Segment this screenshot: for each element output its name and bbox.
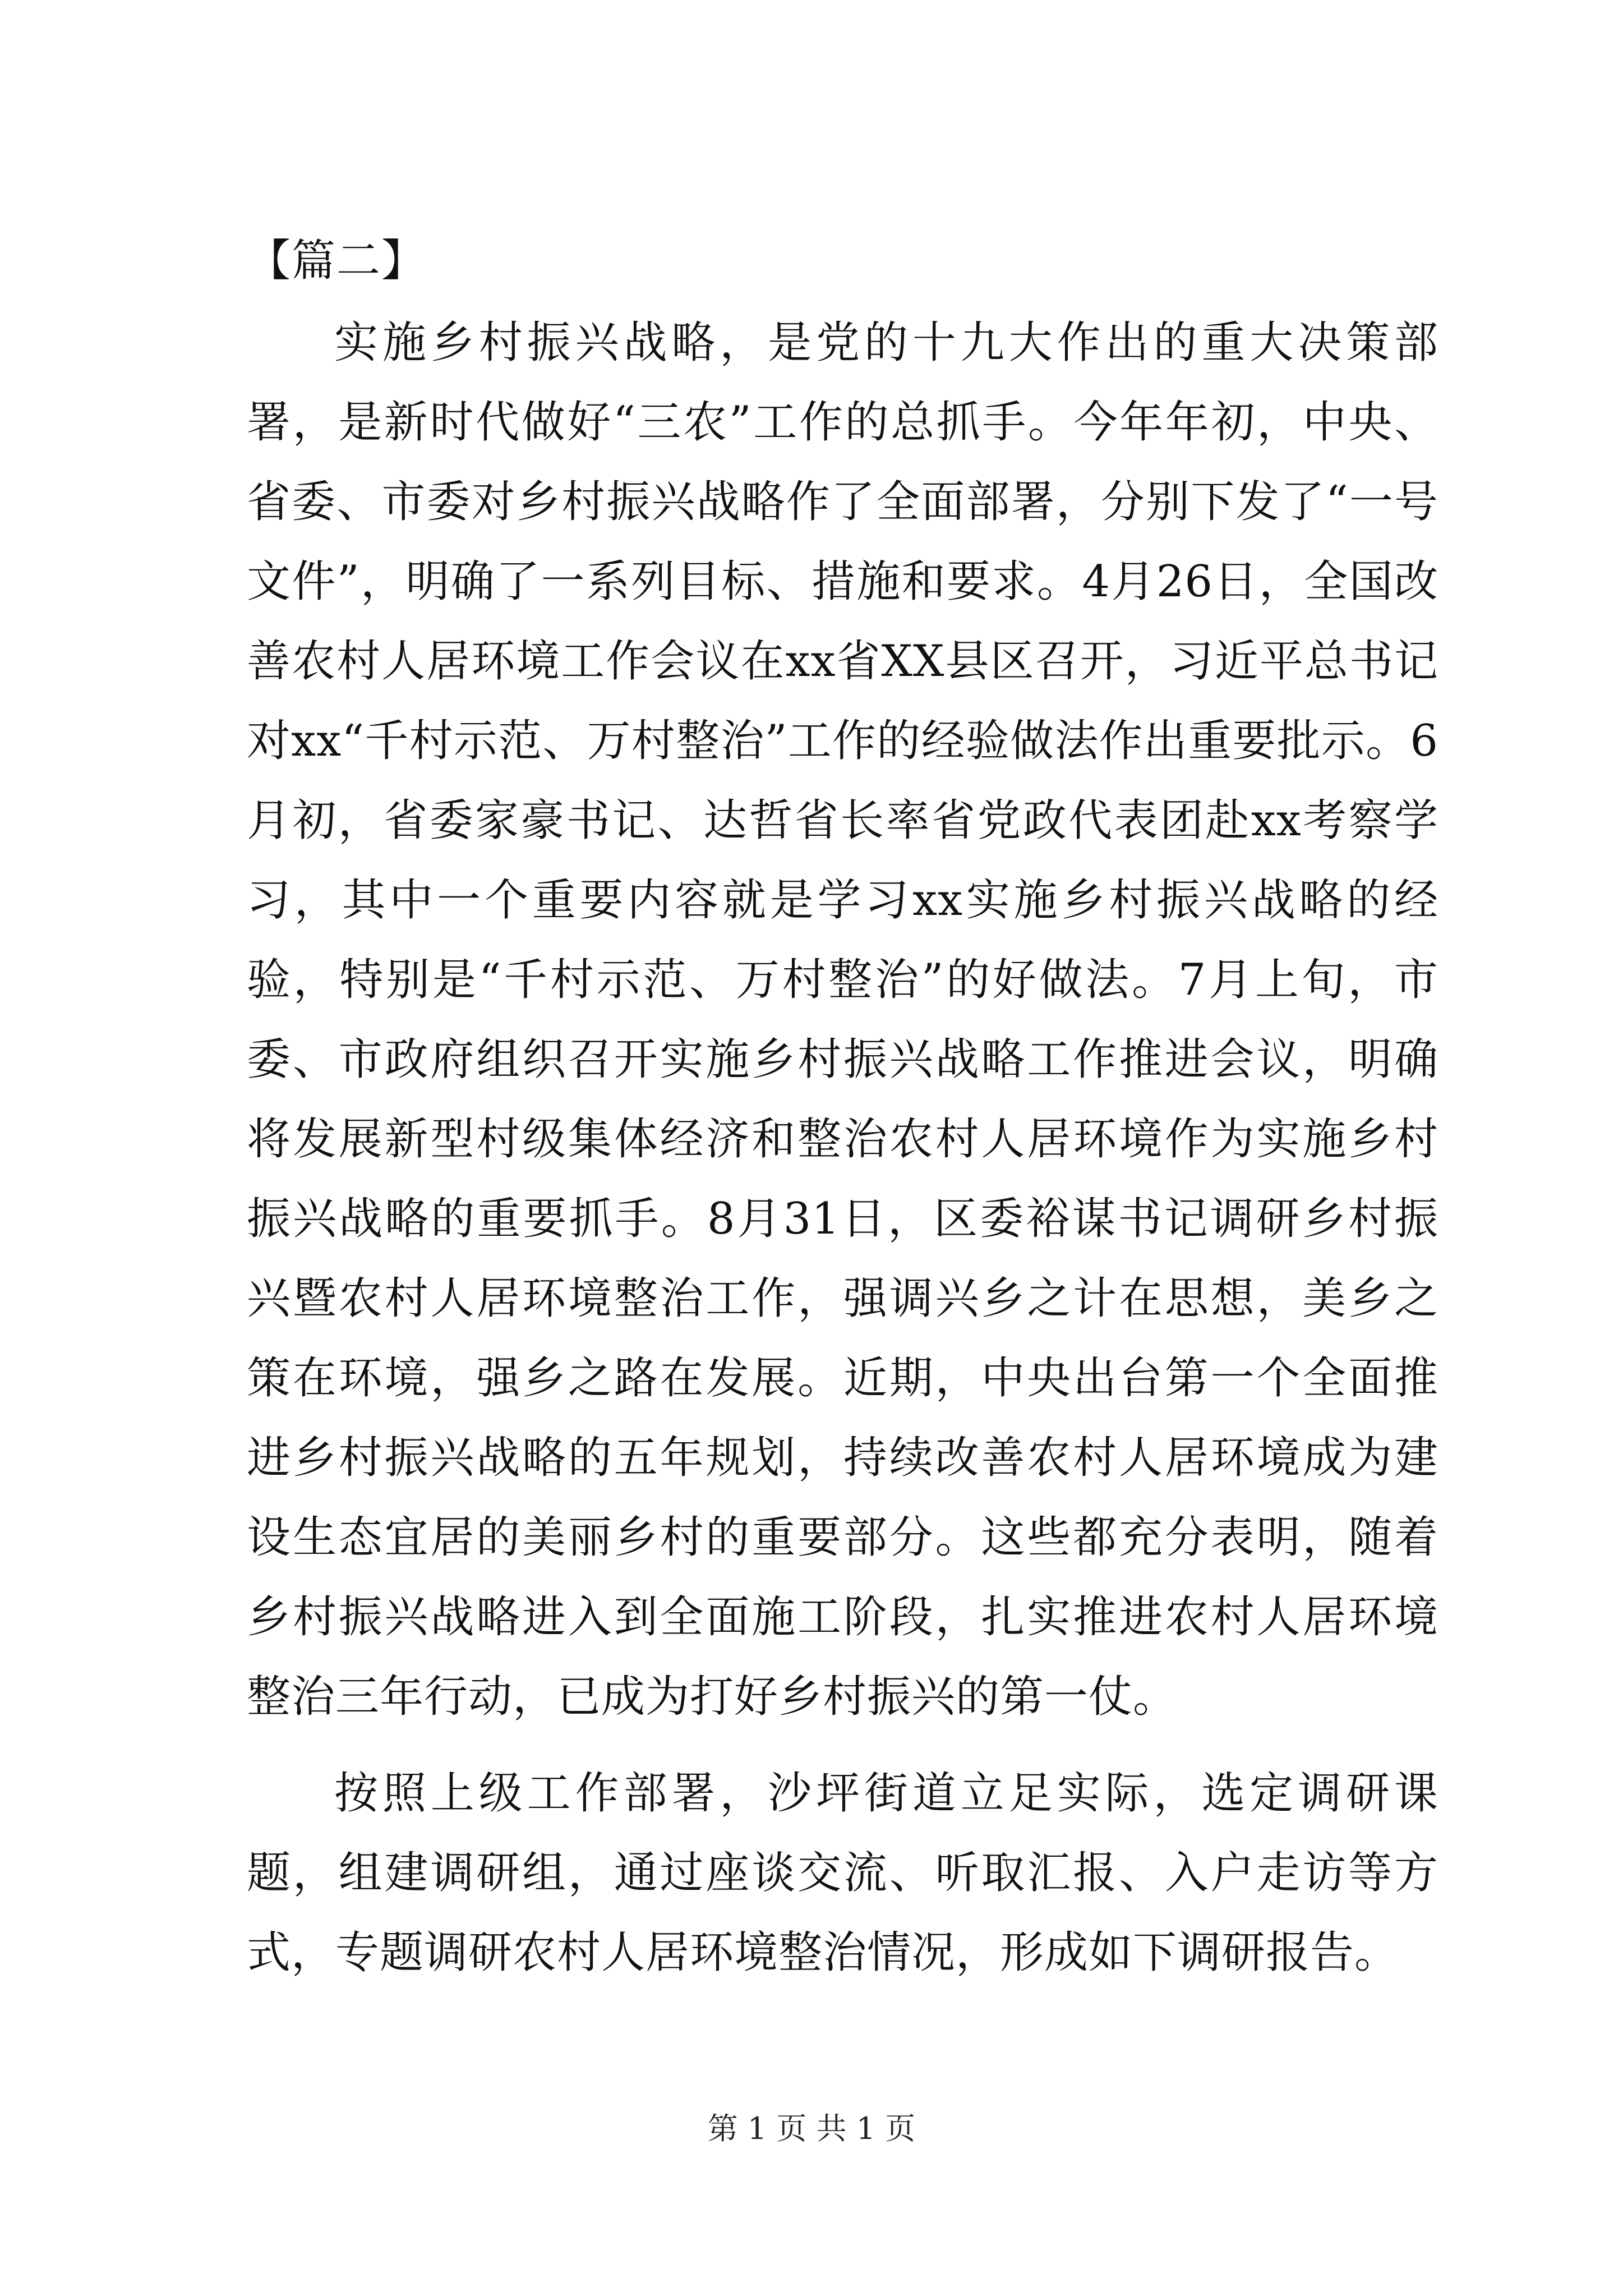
page-footer: 第 1 页 共 1 页 [707,2111,916,2146]
body-paragraph-2: 按照上级工作部署，沙坪街道立足实际，选定调研课题，组建调研组，通过座谈交流、听取汇报、入户走访等方式，专题调研农村人居环境整治情况，形成如下调研报告。 [247,1768,1438,1978]
document-body [247,233,1438,1993]
body-paragraph-1: 实施乡村振兴战略，是党的十九大作出的重大决策部署，是新时代做好“三农”工作的总抓手。今年年初，中央、省委、市委对乡村振兴战略作了全面部署，分别下发了“一号文件”，明确了一系列目标、措施和要求。4月26日，全国改善农村人居环境工作会议在xx省XX县区召开，习近平总书记对xx“千村示范、万村整治”工作的经验做法作出重要批示。6月初，省委家豪书记、达哲省长率省党政代表团赴xx考察学习，其中一个重要内容就是学习xx实施乡村振兴战略的经验，特别是“千村示范、万村整治”的好做法。7月上旬，市委、市政府组织召开实施乡村振兴战略工作推进会议，明确将发展新型村级集体经济和整治农村人居环境作为实施乡村振兴战略的重要抓手。8月31日，区委裕谋书记调研乡村振兴暨农村人居环境整治工作，强调兴乡之计在思想，美乡之策在环境，强乡之路在发展。近期，中央出台第一个全面推进乡村振兴战略的五年规划，持续改善农村人居环境成为建设生态宜居的美丽乡村的重要部分。这些都充分表明，随着乡村振兴战略进入到全面施工阶段，扎实推进农村人居环境整治三年行动，已成为打好乡村振兴的第一仗。 [247,318,1438,1722]
section-heading: 【篇二】 [247,236,427,286]
